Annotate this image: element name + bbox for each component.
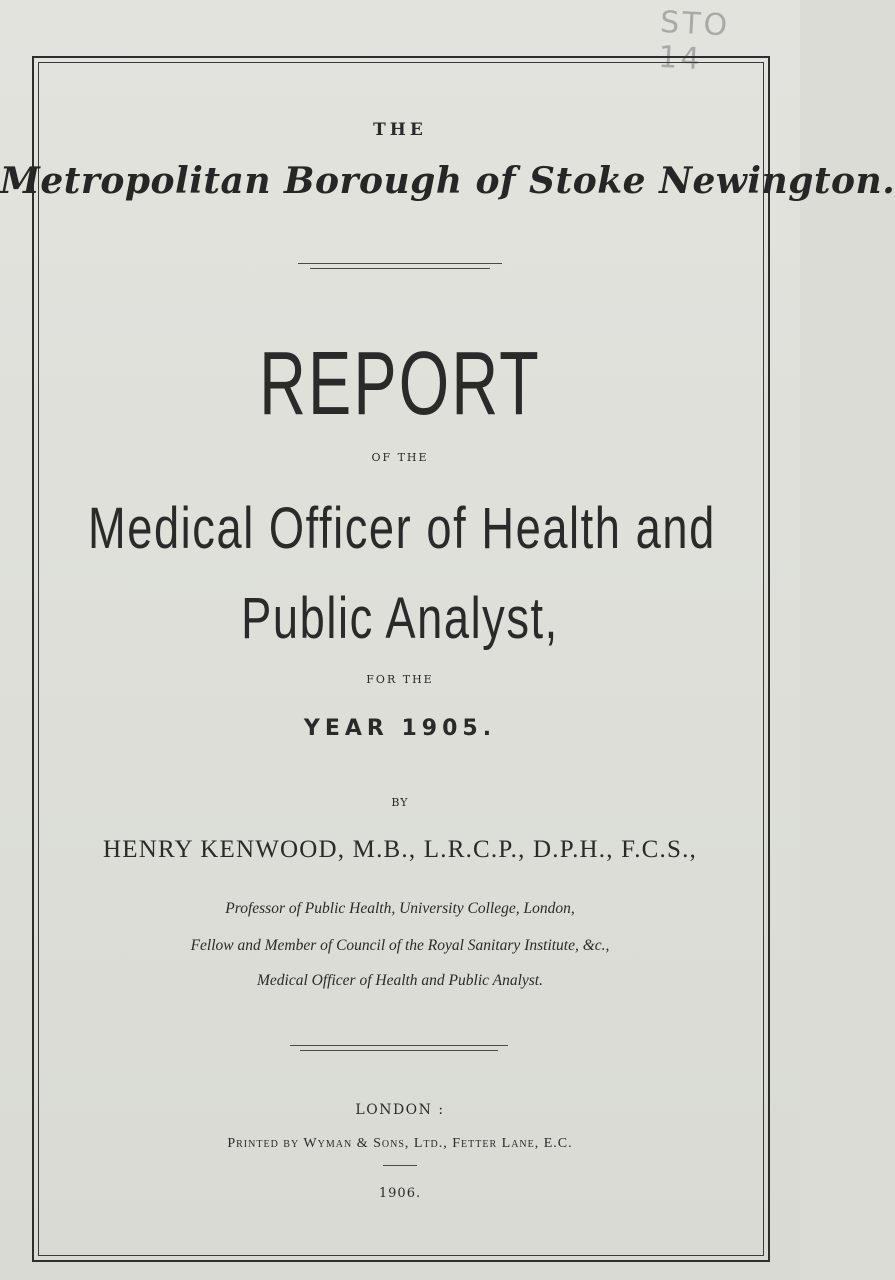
author-credential: Fellow and Member of Council of the Royal Sanitary Institute, &c.,: [190, 937, 610, 954]
divider-top-thin: [310, 268, 490, 269]
author-credential: Professor of Public Health, University College, London,: [225, 900, 575, 917]
of-the-label: OF THE: [371, 451, 429, 464]
imprint-short-rule: [383, 1165, 417, 1166]
report-year: YEAR 1905.: [303, 716, 497, 741]
by-label: BY: [391, 796, 409, 809]
divider-bottom: [290, 1045, 508, 1046]
author-name: HENRY KENWOOD, M.B., L.R.C.P., D.P.H., F.C.S.,: [102, 836, 698, 863]
inner-border: [38, 62, 764, 1256]
author-credential: Medical Officer of Health and Public Analyst.: [257, 972, 543, 989]
imprint-year: 1906.: [378, 1186, 422, 1201]
imprint-printer: Printed by Wyman & Sons, Ltd., Fetter Lane, E.C.: [227, 1136, 573, 1151]
title-line-1: Medical Officer of Health and: [88, 496, 716, 561]
header-the: THE: [373, 120, 427, 140]
divider-top: [298, 263, 502, 264]
borough-heading: Metropolitan Borough of Stoke Newington.: [0, 160, 895, 202]
pencil-shelfmark: STO 14: [657, 4, 732, 78]
report-title: REPORT: [259, 334, 541, 434]
title-line-2: Public Analyst,: [241, 586, 559, 651]
divider-bottom-thin: [300, 1050, 498, 1051]
for-the-label: FOR THE: [366, 673, 434, 686]
imprint-city: LONDON :: [355, 1102, 445, 1118]
